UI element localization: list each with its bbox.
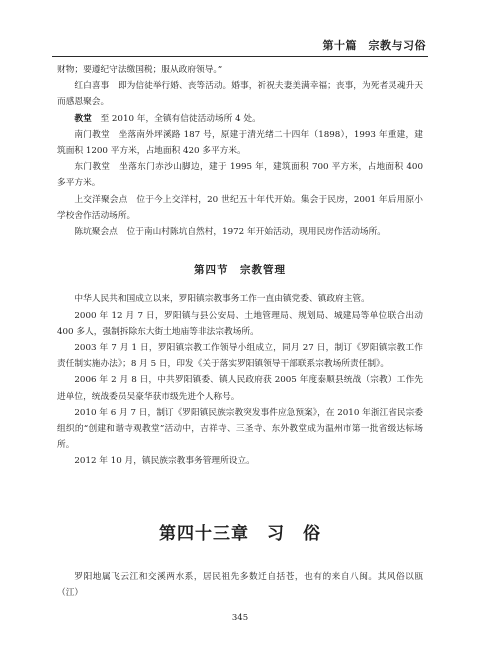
paragraph: 教堂 至 2010 年，全镇有信徒活动场所 4 处。 <box>74 113 261 124</box>
paragraph: 2000 年 12 月 7 日，罗阳镇与县公安局、土地管理局、规划局、城建局等单位联合出动 400 多人，强制拆除东大街土地庙等非法宗教场所。 <box>57 310 423 337</box>
keyword-church: 教堂 <box>74 113 92 124</box>
paragraph: 中华人民共和国成立以来，罗阳镇宗教事务工作一直由镇党委、镇政府主管。 <box>74 294 370 305</box>
page-body <box>57 62 423 601</box>
paragraph: 2003 年 7 月 1 日，罗阳镇宗教工作领导小组成立，同月 27 日，制订《罗阳镇宗教工作责任制实施办法》；8 月 5 日，印发《关于落实罗阳镇领导干部联系宗教场所责任制》。 <box>57 343 423 370</box>
paragraph: 罗阳地属飞云江和交溪两水系，居民祖先多数迁自括苍，也有的来自八闽。其风俗以瓯（江） <box>57 571 423 599</box>
running-header <box>52 38 428 57</box>
section-title: 第四节 宗教管理 <box>194 264 286 277</box>
paragraph: 陈坑聚会点 位于南山村陈坑自然村，1972 年开始活动，现用民房作活动场所。 <box>74 227 386 238</box>
header-part-title: 第十篇 宗教与习俗 <box>322 39 426 52</box>
paragraph: 东门教堂 坐落东门赤沙山脚边，建于 1995 年，建筑面积 700 平方米，占地面积 400 多平方米。 <box>57 162 423 189</box>
page-number: 345 <box>231 613 249 623</box>
chapter-title: 第四十三章 习 俗 <box>159 523 321 544</box>
paragraph: 红白喜事 即为信徒举行婚、丧等活动。婚事，祈祝夫妻美满幸福；丧事，为死者灵魂升天而感恩聚会。 <box>57 81 423 108</box>
paragraph: 2012 年 10 月，镇民族宗教事务管理所设立。 <box>74 456 255 467</box>
paragraph: 上交洋聚会点 位于今上交洋村，20 世纪五十年代开始。集会于民房，2001 年后用原小学校舍作活动场所。 <box>57 194 423 221</box>
paragraph: 2006 年 2 月 8 日，中共罗阳镇委、镇人民政府获 2005 年度泰顺县统战（宗教）工作先进单位，统战委员吴豪华获市级先进个人称号。 <box>57 375 423 402</box>
paragraph: 财物；要遵纪守法缴国税；服从政府领导。” <box>57 65 223 75</box>
paragraph: 南门教堂 坐落南外坪溪路 187 号，原建于清光绪二十四年（1898），1993 年重建，建筑面积 1200 平方米，占地面积 420 多平方米。 <box>57 129 423 157</box>
paragraph: 2010 年 6 月 7 日，制订《罗阳镇民族宗教突发事件应急预案》，在 2010 年浙江省民宗委组织的“创建和谐寺观教堂”活动中，吉祥寺、三圣寺、东外教堂成为温州市第一批省级达标场所。 <box>57 407 423 451</box>
